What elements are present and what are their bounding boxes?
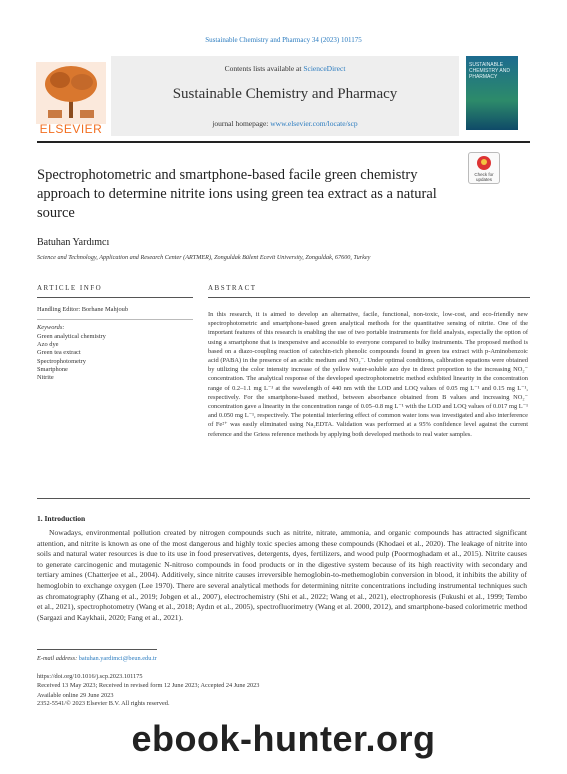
handling-editor: Handling Editor: Borhane Mahjoub	[37, 306, 129, 313]
abstract-text: In this research, it is aimed to develop an alternative, facile, functional, non-toxic, low-cost, and eco-friendly new spectrophotometric and smartphone-based green analytical methods for the quantitative sensing of nitrite. One of the important features of this research is enabling the use of two portable instruments for field analysis, especially the option of using a smartphone that is inexpensive and accessible to everyone compared to bulky instruments. The proposed method is based on a diazo-coupling reaction of catechin-rich phenolic compounds found in green tea extract with p-Aminobenzoic acid (PABA) in the presence of an acidic medium and NO₂⁻. Under optimal conditions, calibration equations were obtained by utilizing the color intensity increase of the yellow water-soluble azo dye in direct proportion to the increasing NO₂⁻ concentration. The analytical response of the developed spectrophotometric method exhibited linearity in the concentration range of 0.2–1.1 mg L⁻¹ at the wavelength of 440 nm with the LOD and LOQ values of 0.05 mg L⁻¹ and 0.15 mg L⁻¹, respectively. For the smartphone-based method, between absorbance obtained from B values and increasing NO₂⁻ concentration gave a linearity in the concentration range of 0.05–0.8 mg L⁻¹ with the LOD and LOQ values of 0.017 mg L⁻¹ and 0.050 mg L⁻¹, respectively. The potential interfering effect of common water ions was investigated and also interference of Fe²⁺ was easily eliminated using Na₂EDTA. Validation was performed at a 95% confidence level against the current reference and the Griess reference methods by applying both developed methods to real water samples.	[208, 311, 528, 438]
available-online: Available online 29 June 2023	[37, 692, 114, 699]
keyword-item: Nitrite	[37, 374, 54, 382]
journal-header	[36, 56, 533, 138]
publisher-name: ELSEVIER	[39, 122, 103, 136]
sciencedirect-link[interactable]: ScienceDirect	[303, 64, 346, 73]
keyword-item: Azo dye	[37, 341, 59, 349]
keywords-label: Keywords:	[37, 324, 65, 331]
keyword-list	[37, 333, 106, 382]
homepage-line: journal homepage: www.elsevier.com/locate/scp	[212, 119, 358, 128]
received-dates: Received 13 May 2023; Received in revised form 12 June 2023; Accepted 24 June 2023	[37, 682, 260, 689]
watermark: ebook-hunter.org	[131, 718, 436, 759]
footnote-rule	[37, 649, 157, 650]
journal-cover-image	[466, 56, 518, 130]
email-line: E-mail address: batuhan.yardimci@beun.edu.tr	[37, 655, 157, 662]
journal-title: Sustainable Chemistry and Pharmacy	[172, 86, 398, 102]
abstract-bottom-rule	[37, 498, 530, 499]
check-updates-label: Check for updates	[474, 172, 494, 182]
email-link[interactable]: batuhan.yardimci@beun.edu.tr	[78, 655, 157, 662]
contents-line: Contents lists available at ScienceDirect	[224, 64, 346, 73]
keyword-item: Smartphone	[37, 365, 68, 373]
check-for-updates-button[interactable]	[468, 152, 500, 184]
cover-title: SUSTAINABLE CHEMISTRY AND PHARMACY	[469, 62, 510, 80]
abstract-rule	[208, 297, 530, 298]
journal-citation[interactable]: Sustainable Chemistry and Pharmacy 34 (2023) 101175	[205, 36, 362, 44]
copyright: 2352-5541/© 2023 Elsevier B.V. All rights reserved.	[37, 700, 170, 707]
keyword-item: Spectrophotometry	[37, 357, 86, 365]
article-info-heading: ARTICLE INFO	[37, 284, 103, 292]
article-info-rule	[37, 297, 193, 298]
homepage-link[interactable]: www.elsevier.com/locate/scp	[270, 119, 358, 128]
author-affiliation: Science and Technology, Application and Research Center (ARTMER), Zonguldak Bülent Ecevit University, Zonguldak, 67600, Turkey	[37, 254, 371, 261]
keyword-item: Green analytical chemistry	[37, 333, 106, 340]
introduction-paragraph: Nowadays, environmental pollution created by nitrogen compounds such as nitrite, nitrate, ammonia, and organic compounds has attracted significant attention, and nitrite is known as one of the most dangerous and highly toxic species among these compounds (Khodaei et al., 2020). The leakage of nitrite into soils and natural water resources is due to its use in food preservatives, detergents, dyes, fertilizers, and wood pulp (Poormoghadam et al., 2015). Nitrite causes to generate carcinogenic and mutagenic N-nitroso compounds in food products or in the digestive system because of its high reactivity with secondary and tertiary amines (Chatterjee et al., 2004). Additively, since nitrite causes irreversible hemoglobin-to-methemoglobin conversion in blood, it inhibits the ability of hemoglobin to exchange oxygen (Lee 1970). There are several analytical methods for determining nitrite concentrations including instrumental techniques such as chromatography (Zhang et al., 2019; Jobgen et al., 2007), electrochemistry (Shi et al., 2022; Wang et al., 2021), electrophoresis (Fukushi et al., 1999; Tembo et al., 2021), spectrophotometry (Wang et al., 2018; Aydın et al., 2005), spectrofluorimetry (Wang et al. 2000, 2012), and smartphone-based colorimetric method (Sargazi and Kaykhaii, 2020; Fang et al., 2021).	[37, 528, 527, 622]
keyword-item: Green tea extract	[37, 349, 81, 357]
update-icon	[477, 156, 491, 170]
section-heading-introduction: 1. Introduction	[37, 514, 86, 523]
author-name: Batuhan Yardımcı	[37, 237, 110, 248]
header-divider	[37, 141, 530, 143]
journal-info-box	[111, 56, 459, 136]
article-title: Spectrophotometric and smartphone-based facile green chemistry approach to determine nitrite ions using green tea extract as a natural source	[37, 167, 437, 221]
doi-link[interactable]: https://doi.org/10.1016/j.scp.2023.101175	[37, 673, 143, 680]
abstract-heading: ABSTRACT	[208, 284, 257, 292]
editor-rule	[37, 319, 193, 320]
